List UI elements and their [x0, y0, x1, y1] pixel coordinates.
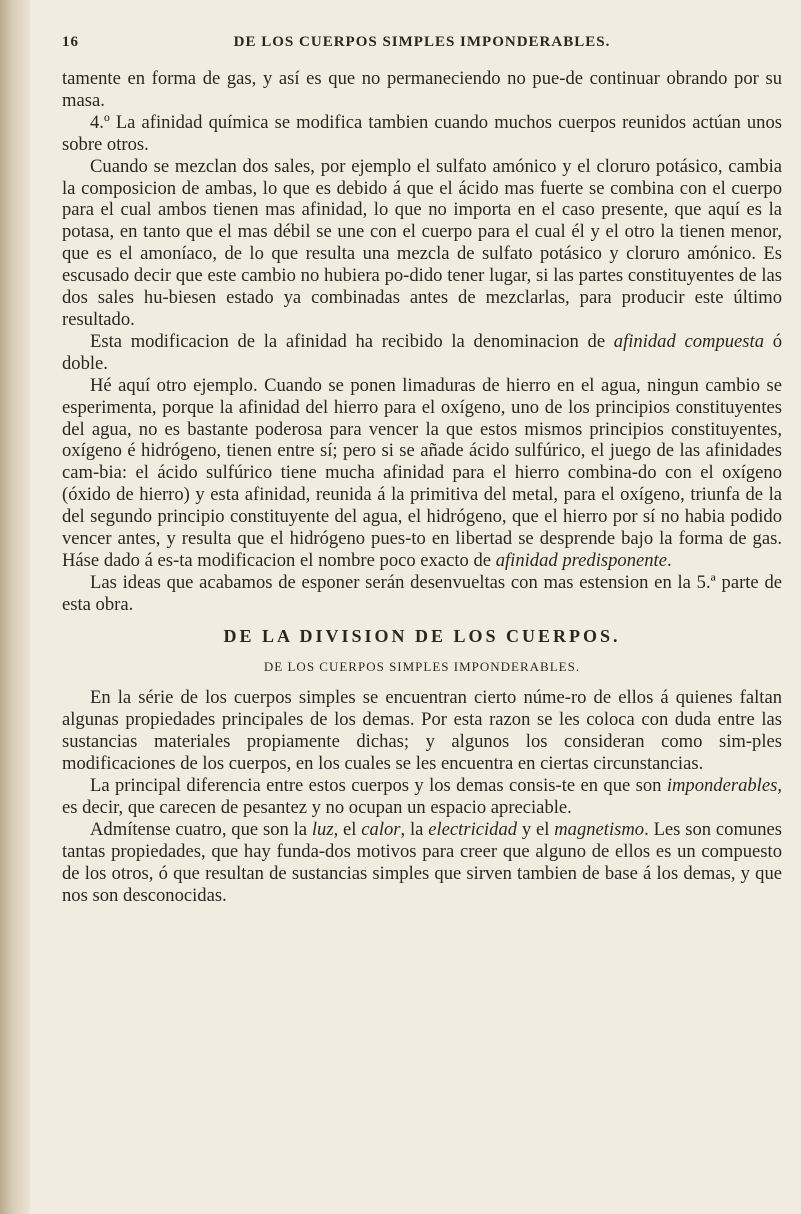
paragraph-four-imponderables [62, 819, 782, 907]
body-text [62, 68, 782, 907]
term-imponderables: imponderables [666, 775, 778, 797]
book-binding-edge [0, 0, 30, 1214]
text-run: , el [333, 818, 362, 840]
running-head-title: DE LOS CUERPOS SIMPLES IMPONDERABLES. [233, 34, 611, 50]
text-run: . Les son comunes tantas propiedades, que hay funda-dos motivos para creer que alguno de ellos es un compuesto de los otros, ó que resultan de sustancias simples que sirven tambien de base á los demas, y que nos son desconocidas. [62, 818, 782, 906]
text-run: ó doble. [62, 330, 782, 374]
text-run: La principal diferencia entre estos cuerpos y los demas consis-te en que son [90, 775, 667, 797]
section-subtitle: DE LOS CUERPOS SIMPLES IMPONDERABLES. [263, 658, 581, 674]
text-run: Admítense cuatro, que son la [90, 818, 312, 840]
term-magnetismo: magnetismo [554, 818, 645, 840]
paragraph-compound-affinity [62, 331, 782, 375]
book-page [62, 34, 782, 907]
paragraph-salts-example: Cuando se mezclan dos sales, por ejemplo el sulfato amónico y el cloruro potásico, cambia la composicion de ambas, lo que es debido á que el ácido mas fuerte se combina con el cuerpo para el cual ambos tienen mas afinidad, lo que no importa en el caso presente, que aquí es la potasa, en tanto que el mas débil se une con el cuerpo para el cual él y el otro la tienen menor, que es el amoníaco, de lo que resulta una mezcla de sulfato potásico y cloruro amónico. Es escusado decir que este cambio no hubiera po-dido tener lugar, si las partes constituyentes de las dos sales hu-biesen estado ya combinadas antes de mezclarlas, para producir este último resultado. [62, 155, 782, 330]
term-afinidad-predisponente: afinidad predisponente [495, 549, 667, 571]
term-electricidad: electricidad [428, 818, 518, 840]
paragraph-imponderables-difference [62, 775, 782, 819]
paragraph-iron-example [62, 375, 782, 572]
paragraph-continuation: tamente en forma de gas, y así es que no permaneciendo no pue-de continuar obrando por su masa. [62, 68, 782, 111]
section-title: DE LA DIVISION DE LOS CUERPOS. [223, 625, 621, 646]
paragraph-point-4: 4.º La afinidad química se modifica tambien cuando muchos cuerpos reunidos actúan unos sobre otros. [62, 111, 782, 155]
term-afinidad-compuesta: afinidad compuesta [613, 330, 764, 352]
paragraph-ideas: Las ideas que acabamos de esponer serán desenvueltas con mas estension en la 5.ª parte de esta obra. [62, 571, 782, 615]
term-luz: luz [311, 818, 334, 840]
text-run: y el [517, 818, 555, 840]
paragraph-imponderables-intro: En la série de los cuerpos simples se encuentran cierto núme-ro de ellos á quienes faltan algunas propiedades principales de los demas. Por esta razon se les coloca con duda entre las sustancias materiales propiamente dichas; y algunos los consideran como sim-ples modificaciones de los cuerpos, en los cuales se les encuentra en ciertas circunstancias. [62, 687, 782, 775]
text-run: , es decir, que carecen de pesantez y no ocupan un espacio apreciable. [62, 775, 782, 818]
term-calor: calor [361, 818, 401, 840]
text-run: . [666, 549, 672, 571]
running-head [62, 34, 782, 68]
text-run: Hé aquí otro ejemplo. Cuando se ponen limaduras de hierro en el agua, ningun cambio se esperimenta, porque la afinidad del hierro para el oxígeno, uno de los principios constituyentes del agua, no es bastante poderosa para vencer la que estos mismos principios constituyentes, oxígeno é hidrógeno, tienen entre sí; pero si se añade ácido sulfúrico, el juego de las afinidades cam-bia: el ácido sulfúrico tiene mucha afinidad para el hierro combina-do con el oxígeno (óxido de hierro) y esta afinidad, reunida á la primitiva del metal, para el oxígeno, triunfa de la del segundo principio constituyente del agua, el hidrógeno, que el hierro por sí no habia podido vencer antes, y resulta que el hidrógeno pues-to en libertad se desprende bajo la forma de gas. Háse dado á es-ta modificacion el nombre poco exacto de [62, 374, 782, 571]
text-run: , la [400, 818, 429, 840]
text-run: Esta modificacion de la afinidad ha recibido la denominacion de [90, 330, 614, 352]
page-number: 16 [62, 34, 79, 50]
